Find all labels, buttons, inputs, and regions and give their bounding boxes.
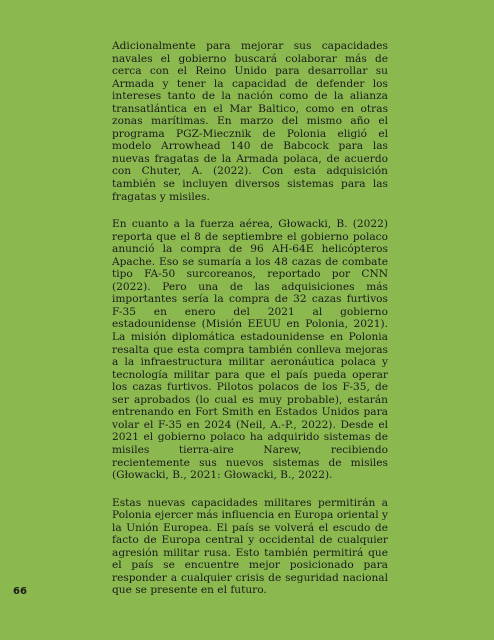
paragraph-conclusion: Estas nuevas capacidades militares permitirán a Polonia ejercer más influencia en Europa oriental y la Unión Europea. El país se volverá el escudo de facto de Europa central y occidental de cualquier agresión militar rusa. Esto también permitirá que el país se encuentre mejor posicionado para responder a cualquier crisis de seguridad nacional que se presente en el futuro. [112, 496, 388, 597]
body-text-column [112, 40, 388, 612]
paragraph-air-force: En cuanto a la fuerza aérea, Głowacki, B. (2022) reporta que el 8 de septiembre el gobierno polaco anunció la compra de 96 AH-64E helicópteros Apache. Eso se sumaría a los 48 cazas de combate tipo FA-50 surcoreanos, reportado por CNN (2022). Pero una de las adquisiciones más importantes sería la compra de 32 cazas furtivos F-35 en enero del 2021 al gobierno estadounidense (Misión EEUU en Polonia, 2021). La misión diplomática estadounidense en Polonia resalta que esta compra también conlleva mejoras a la infraestructura militar aeronáutica polaca y tecnología militar para que el país pueda operar los cazas furtivos. Pilotos polacos de los F-35, de ser aprobados (lo cual es muy probable), estarán entrenando en Fort Smith en Estados Unidos para volar el F-35 en 2024 (Neil, A.-P., 2022). Desde el 2021 el gobierno polaco ha adquirido sistemas de misiles tierra-aire Narew, recibiendo recientemente sus nuevos sistemas de misiles (Głowacki, B., 2021: Głowacki, B., 2022). [112, 218, 388, 482]
paragraph-navy: Adicionalmente para mejorar sus capacidades navales el gobierno buscará colaborar más de cerca con el Reino Unido para desarrollar su Armada y tener la capacidad de defender los intereses tanto de la nación como de la alianza transatlántica en el Mar Baltico, como en otras zonas marítimas. En marzo del mismo año el programa PGZ-Miecznik de Polonia eligió el modelo Arrowhead 140 de Babcock para las nuevas fragatas de la Armada polaca, de acuerdo con Chuter, A. (2022). Con esta adquisición también se incluyen diversos sistemas para las fragatas y misiles. [112, 40, 388, 203]
page-number: 66 [13, 586, 27, 597]
